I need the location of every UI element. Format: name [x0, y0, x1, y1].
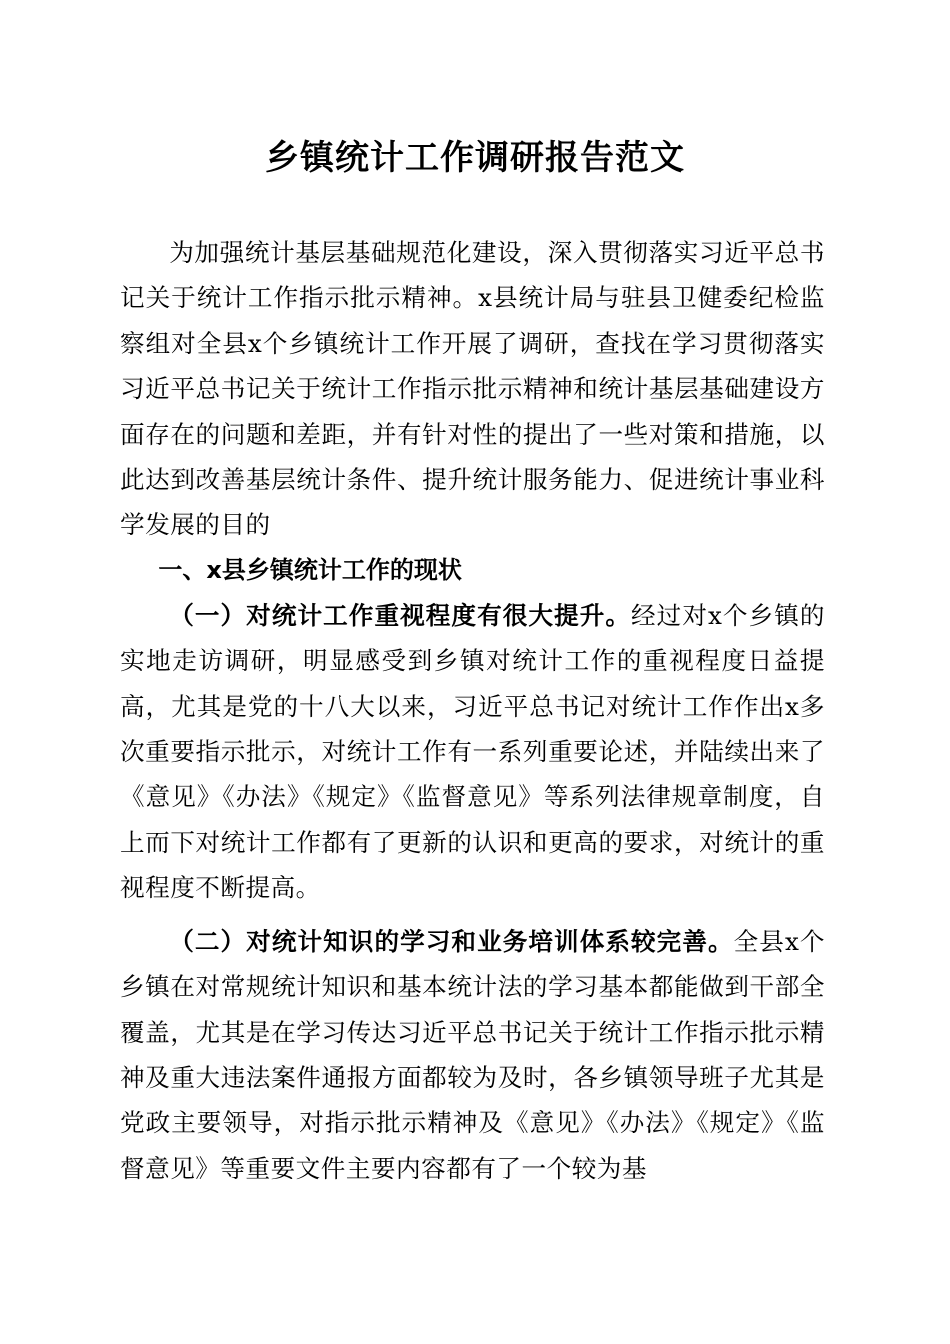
document-title: 乡镇统计工作调研报告范文	[265, 138, 685, 178]
intro-paragraph: 为加强统计基层基础规范化建设，深入贯彻落实习近平总书记关于统计工作指示批示精神。x县统计局与驻县卫健委纪检监察组对全县x个乡镇统计工作开展了调研，查找在学习贯彻落实习近平总书记关于统计工作指示批示精神和统计基层基础建设方面存在的问题和差距，并有针对性的提出了一些对策和措施，以此达到改善基层统计条件、提升统计服务能力、促进统计事业科学发展的目的	[120, 238, 825, 540]
section-heading: 一、x县乡镇统计工作的现状	[158, 555, 462, 584]
item-2-lead: （二）对统计知识的学习和业务培训体系较完善。	[169, 926, 734, 956]
item-1-text: 经过对x个乡镇的实地走访调研，明显感受到乡镇对统计工作的重视程度日益提高，尤其是党的十八大以来，习近平总书记对统计工作作出x多次重要指示批示，对统计工作有一系列重要论述，并陆续出来了《意见》《办法》《规定》《监督意见》等系列法律规章制度，自上而下对统计工作都有了更新的认识和更高的要求，对统计的重视程度不断提高。	[120, 600, 825, 903]
item-1-lead: （一）对统计工作重视程度有很大提升。	[169, 600, 632, 630]
item-2-paragraph	[120, 919, 825, 1191]
document-body	[120, 230, 825, 1191]
item-2-text: 全县x个乡镇在对常规统计知识和基本统计法的学习基本都能做到干部全覆盖，尤其是在学习传达习近平总书记关于统计工作指示批示精神及重大违法案件通报方面都较为及时，各乡镇领导班子尤其是党政主要领导，对指示批示精神及《意见》《办法》《规定》《监督意见》等重要文件主要内容都有了一个较为基	[120, 926, 825, 1183]
item-1-paragraph	[120, 593, 825, 911]
